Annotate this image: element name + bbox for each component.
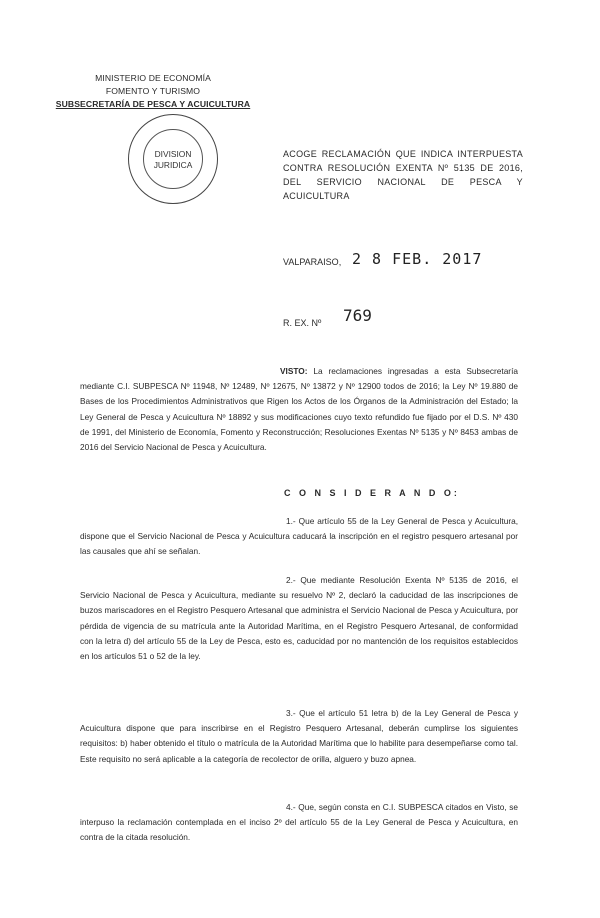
item-text: Que, según consta en C.I. SUBPESCA citados en Visto, se interpuso la reclamación contemplada en el inciso 2º del artículo 55 de la Ley General de Pesca y Acuicultura, en contra de la citada resolución.: [80, 802, 519, 843]
place-label: VALPARAISO,: [283, 257, 342, 267]
item-number: 2.-: [286, 575, 296, 585]
considerando-heading: C O N S I D E R A N D O:: [284, 488, 460, 498]
item-text: Que artículo 55 de la Ley General de Pesca y Acuicultura, dispone que el Servicio Nacional de Pesca y Acuicultura caducará la inscripción en el registro pesquero artesanal por las causales que ahí se señalan.: [80, 516, 518, 557]
visto-text: La reclamaciones ingresadas a esta Subsecretaría mediante C.I. SUBPESCA Nº 11948, Nº 12489, Nº 12675, Nº 13872 y Nº 12900 todos de 2016; la Ley Nº 19.880 de Bases de los Procedimientos Administrativos que Rigen los Actos de los Órganos de la Administración del Estado; la Ley General de Pesca y Acuicultura Nº 18892 y sus modificaciones cuyo texto refundido fue fijado por el D.S. Nº 430 de 1991, del Ministerio de Economía, Fomento y Reconstrucción; Resoluciones Exentas Nº 5135 y Nº 8453 ambas de 2016 del Servicio Nacional de Pesca y Acuicultura.: [80, 366, 518, 453]
division-juridica-seal: [128, 114, 218, 204]
resolution-number: 769: [343, 306, 372, 325]
item-number: 3.-: [286, 708, 296, 718]
item-number: 4.-: [286, 802, 296, 812]
ministry-name-line1: MINISTERIO DE ECONOMÍA: [95, 73, 211, 83]
considerando-item-1: [80, 514, 518, 560]
seal-text-division: DIVISION: [154, 149, 192, 159]
ministry-name-line2: FOMENTO Y TURISMO: [105, 86, 201, 96]
resolution-label: R. EX. Nº: [283, 318, 322, 328]
considerando-item-4: [80, 800, 518, 846]
resolution-date: 2 8 FEB. 2017: [352, 250, 483, 268]
visto-paragraph: [80, 364, 518, 455]
considerando-item-2: [80, 573, 518, 664]
resolution-title: ACOGE RECLAMACIÓN QUE INDICA INTERPUESTA CONTRA RESOLUCIÓN EXENTA Nº 5135 DE 2016, DEL SERVICIO NACIONAL DE PESCA Y ACUICULTURA: [283, 149, 523, 201]
item-text: Que el artículo 51 letra b) de la Ley General de Pesca y Acuicultura dispone que para inscribirse en el Registro Pesquero Artesanal, deberán cumplirse los siguientes requisitos: b) haber obtenido el título o matrícula de la Autoridad Marítima que lo habilite para desempeñarse como tal. Este requisito no será aplicable a la categoría de recolector de orilla, alguero y buzo apnea.: [80, 708, 518, 764]
visto-label: VISTO:: [280, 366, 308, 376]
item-number: 1.-: [286, 516, 296, 526]
seal-inner-ring: [143, 129, 203, 189]
subsecretaria-name: SUBSECRETARÍA DE PESCA Y ACUICULTURA: [55, 99, 251, 109]
item-text: Que mediante Resolución Exenta Nº 5135 de 2016, el Servicio Nacional de Pesca y Acuicultura, mediante su resuelvo Nº 2, declaró la caducidad de las inscripciones de buzos mariscadores en el Registro Pesquero Artesanal que administra el Servicio Nacional de Pesca y Acuicultura, por pérdida de vigencia de su matrícula ante la Autoridad Marítima, en el Registro Pesquero Artesanal, de conformidad con la letra d) del artículo 55 de la Ley de Pesca, esto es, caducidad por no mantención de los requisitos establecidos en los artículos 51 o 52 de la ley.: [80, 575, 518, 662]
considerando-item-3: [80, 706, 518, 767]
seal-text-juridica: JURIDICA: [153, 160, 193, 170]
